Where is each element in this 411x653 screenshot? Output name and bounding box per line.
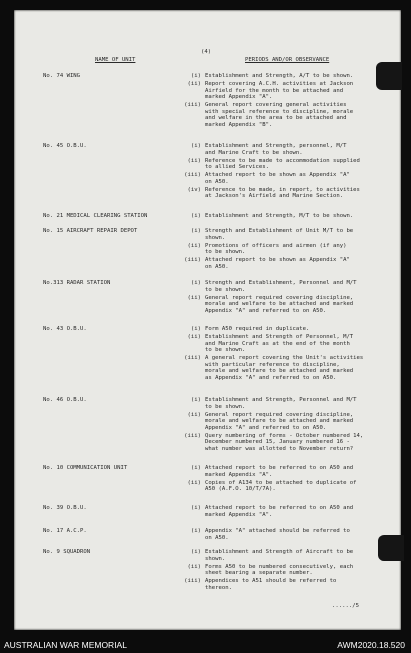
item-number: (iii): [184, 172, 201, 178]
item-description: Appendix "A" attached should be referred to on A50.: [205, 528, 350, 541]
unit-name: No. 39 O.B.U.: [43, 505, 87, 511]
item-description: Copies of A134 to be attached to duplicate of A50 (A.F.O. 10/T/7A).: [205, 479, 357, 492]
item-number: (i): [190, 326, 201, 332]
item-number: (i): [190, 213, 201, 219]
footer-accession: AWM2020.18.520: [337, 640, 405, 650]
unit-name: No. 17 A.C.P.: [43, 528, 87, 534]
item-description: Reference to be made to accommodation supplied to allied Services.: [205, 157, 360, 170]
item-number: (i): [190, 280, 201, 286]
unit-name: No. 43 O.B.U.: [43, 326, 87, 332]
item-description: General report required covering discipline, morale and welfare to be attached and marked Appendix "A" and referred to on A50.: [205, 294, 354, 314]
page-number: (4): [201, 49, 212, 55]
item-description: Report covering A.C.H. activities at Jackson Airfield for the month to be attached and marked Appendix "A".: [205, 81, 354, 100]
item-number: (i): [190, 465, 201, 471]
continuation-marker: ....../5: [332, 603, 359, 609]
item-number: (ii): [187, 81, 201, 87]
item-description: Attached report to be referred to on A50 and marked Appendix "A".: [205, 465, 354, 478]
item-number: (ii): [187, 334, 201, 340]
item-description: Form A50 required in duplicate.: [205, 326, 310, 332]
item-description: Reference to be made, in report, to activities at Jackson's Airfield and Marine Section.: [205, 186, 360, 199]
item-description: Attached report to be shown as Appendix "A" on A50.: [205, 257, 350, 270]
unit-name: No. 9 SQUADRON: [43, 549, 91, 555]
item-description: Establishment and Strength, Personnel and M/T to be shown.: [205, 397, 357, 410]
unit-name: No. 15 AIRCRAFT REPAIR DEPOT: [43, 228, 138, 234]
item-number: (i): [190, 143, 201, 149]
unit-name: No. 45 O.B.U.: [43, 143, 87, 149]
item-number: (iii): [184, 432, 201, 439]
item-number: (i): [190, 505, 201, 511]
item-description: General report required covering discipline, morale and welfare to be attached and marked Appendix "A" and referred to on A50.: [205, 411, 354, 431]
unit-name: No. 21 MEDICAL CLEARING STATION: [43, 213, 148, 219]
item-number: (i): [190, 73, 201, 79]
column-header-periods: PERIODS AND/OR OBSERVANCE: [245, 57, 330, 63]
item-description: Establishment and Strength, M/T to be shown.: [205, 213, 354, 219]
item-description: Promotions of officers and airmen (if any) to be shown.: [205, 242, 347, 255]
item-description: Query numbering of forms - October numbered 14, December numbered 15, January numbered 16 - what number was allotted to November return?: [205, 432, 364, 452]
item-description: Establishment and Strength, A/T to be shown.: [205, 73, 354, 79]
item-number: (ii): [187, 411, 201, 418]
item-number: (ii): [187, 157, 201, 164]
item-number: (ii): [187, 479, 201, 486]
column-header-unit: NAME OF UNIT: [95, 57, 136, 63]
item-description: Strength and Establishment, Personnel and M/T to be shown.: [205, 280, 357, 293]
item-number: (iii): [184, 578, 201, 584]
item-number: (iii): [184, 102, 201, 108]
item-number: (i): [190, 549, 201, 555]
item-description: Establishment and Strength of Personnel, M/T and Marine Craft as at the end of the month to be shown.: [205, 334, 354, 353]
item-number: (iii): [184, 355, 201, 361]
item-description: Strength and Establishment of Unit M/T to be shown.: [205, 228, 354, 241]
item-description: Attached report to be shown as Appendix "A" on A50.: [205, 172, 350, 185]
item-number: (i): [190, 528, 201, 534]
item-description: Appendices to A51 should be referred to thereon.: [205, 578, 337, 591]
item-description: Forms A50 to be numbered consecutively, each sheet bearing a separate number.: [205, 563, 354, 576]
item-number: (iv): [187, 186, 201, 193]
item-number: (i): [190, 228, 201, 234]
item-description: A general report covering the Unit's activities with particular reference to discipline, morale and welfare to be attached and marked as Appendix "A" and referred to on A50.: [205, 355, 364, 381]
item-description: Establishment and Strength, personnel, M/T and Marine Craft to be shown.: [205, 143, 347, 156]
unit-name: No.313 RADAR STATION: [43, 280, 111, 286]
unit-name: No. 10 COMMUNICATION UNIT: [43, 465, 128, 471]
item-number: (iii): [184, 257, 201, 263]
footer-source: AUSTRALIAN WAR MEMORIAL: [4, 640, 127, 650]
item-description: Establishment and Strength of Aircraft to be shown.: [205, 549, 354, 562]
item-number: (ii): [187, 563, 201, 570]
unit-name: No. 74 WING: [43, 73, 81, 79]
item-description: Attached report to be referred to on A50 and marked Appendix "A".: [205, 505, 354, 518]
item-number: (i): [190, 397, 201, 403]
unit-name: No. 46 O.B.U.: [43, 397, 87, 403]
item-number: (ii): [187, 242, 201, 249]
item-number: (ii): [187, 294, 201, 301]
item-description: General report covering general activities with special reference to discipline, morale and welfare in the area to be attached and marked Appendix "B".: [205, 102, 354, 128]
